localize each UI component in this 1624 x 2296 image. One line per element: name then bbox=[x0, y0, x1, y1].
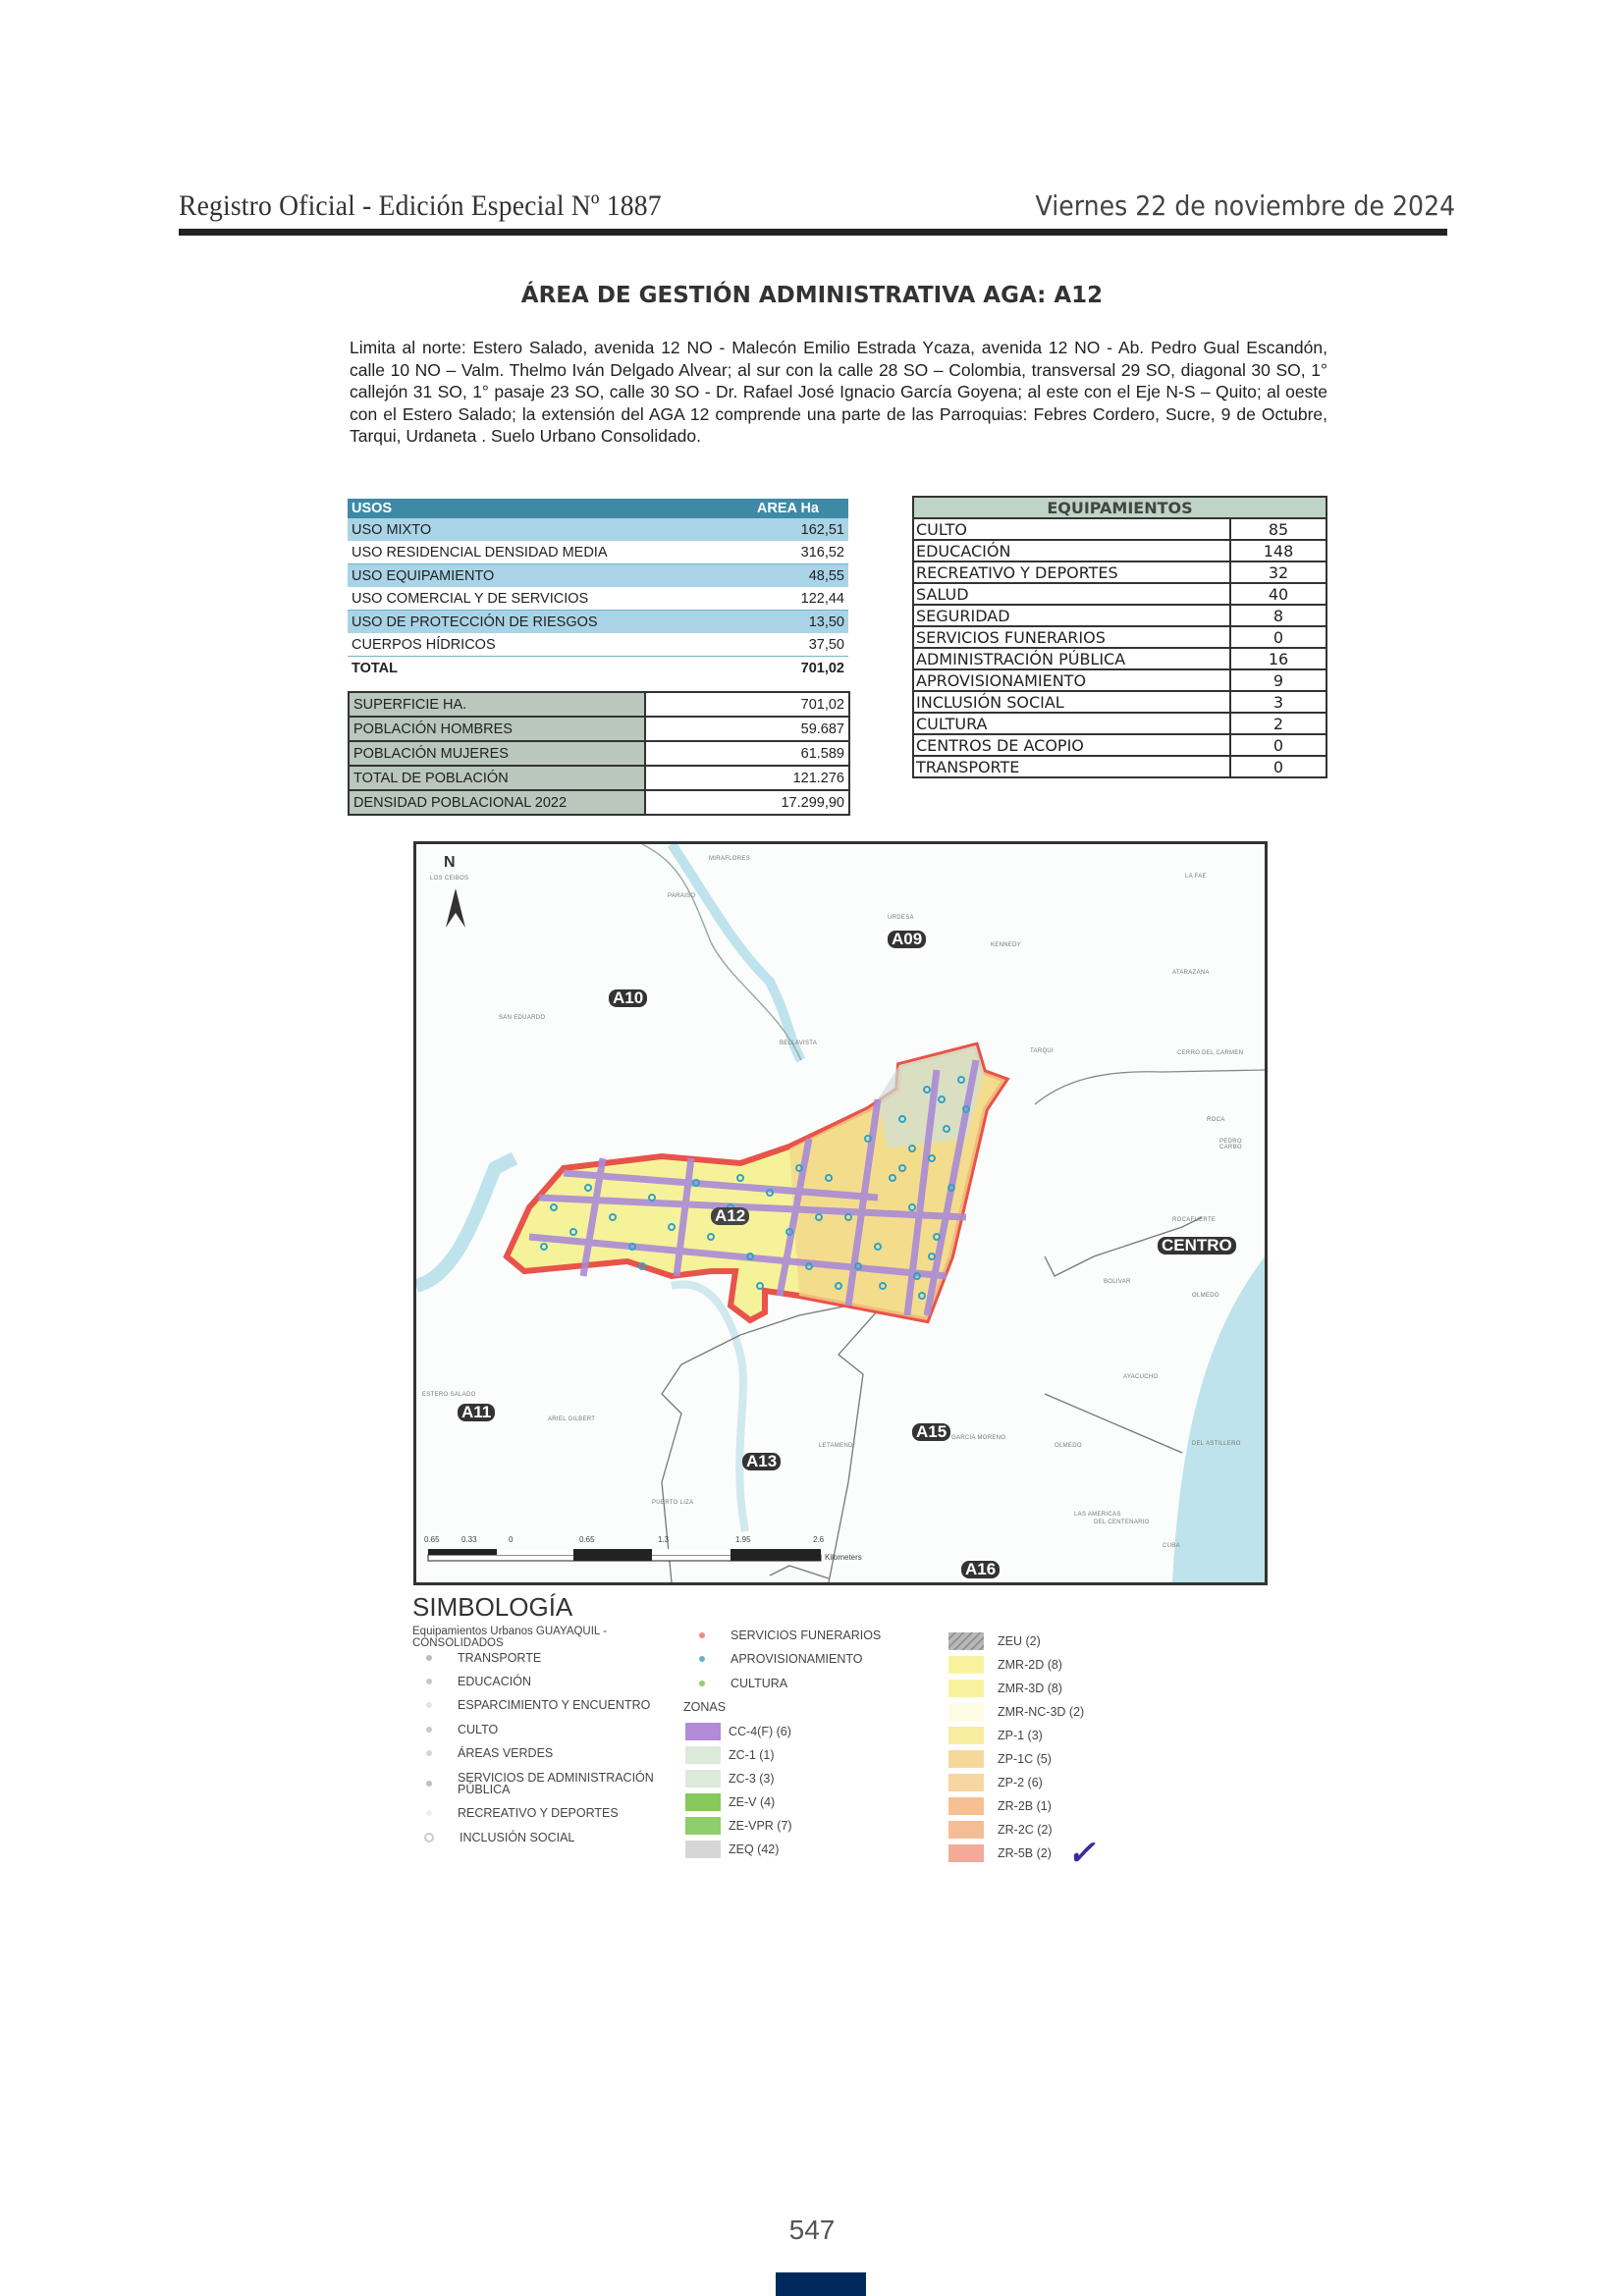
page-number: 547 bbox=[788, 2215, 836, 2245]
area-label-a15: A15 bbox=[912, 1423, 950, 1441]
legend-item: CULTURA bbox=[699, 1677, 787, 1690]
row-label: SEGURIDAD bbox=[913, 605, 1230, 626]
zone-swatch-icon bbox=[948, 1632, 984, 1650]
row-label: USO MIXTO bbox=[348, 518, 716, 541]
table-row bbox=[913, 648, 1326, 669]
table-row bbox=[348, 587, 848, 611]
neighborhood-label: BELLAVISTA bbox=[780, 1041, 818, 1046]
neighborhood-label: AYACUCHO bbox=[1123, 1374, 1159, 1380]
neighborhood-label: MIRAFLORES bbox=[709, 856, 751, 862]
zone-swatch-icon bbox=[685, 1817, 721, 1835]
zonas-label: ZONAS bbox=[683, 1700, 727, 1714]
map-graphic bbox=[416, 844, 1265, 1582]
legend-dot-icon bbox=[426, 1750, 432, 1756]
legend-dot-icon bbox=[426, 1679, 432, 1684]
legend-dot-icon bbox=[426, 1810, 432, 1816]
legend-dot-icon bbox=[424, 1833, 434, 1842]
row-label: EDUCACIÓN bbox=[913, 540, 1230, 561]
table-row bbox=[348, 518, 848, 541]
row-value: 9 bbox=[1230, 669, 1326, 691]
neighborhood-label: LOS CEIBOS bbox=[430, 876, 469, 881]
table-header-row bbox=[348, 499, 848, 518]
table-row bbox=[349, 741, 849, 766]
row-label: USO DE PROTECCIÓN DE RIESGOS bbox=[348, 611, 716, 634]
area-label-a12: A12 bbox=[711, 1207, 749, 1225]
legend-item: INCLUSIÓN SOCIAL bbox=[424, 1831, 574, 1844]
row-value: 32 bbox=[1230, 561, 1326, 583]
legend-item: EDUCACIÓN bbox=[426, 1675, 531, 1688]
row-label: CULTURA bbox=[913, 713, 1230, 734]
area-label-a11: A11 bbox=[458, 1404, 495, 1421]
legend-item: ESPARCIMIENTO Y ENCUENTRO bbox=[426, 1698, 650, 1712]
area-label-a16: A16 bbox=[961, 1561, 1000, 1578]
zone-swatch-icon bbox=[685, 1841, 721, 1858]
table-header-row bbox=[913, 497, 1326, 518]
row-label: TOTAL DE POBLACIÓN bbox=[349, 766, 645, 790]
legend-item: CULTO bbox=[426, 1723, 498, 1736]
zone-swatch-icon bbox=[948, 1821, 984, 1839]
legend-dot-icon bbox=[426, 1781, 432, 1787]
legend-dot-icon bbox=[699, 1632, 705, 1638]
publication-header: Registro Oficial - Edición Especial Nº 1887 bbox=[179, 189, 662, 222]
neighborhood-label: SAN EDUARDO bbox=[499, 1015, 546, 1021]
row-value: 121.276 bbox=[645, 766, 849, 790]
legend-zone: ZE-V (4) bbox=[685, 1793, 775, 1811]
row-value: 59.687 bbox=[645, 717, 849, 741]
neighborhood-label: LAS AMERICAS bbox=[1074, 1512, 1121, 1518]
zone-swatch-icon bbox=[948, 1797, 984, 1815]
legend-zone: ZP-1 (3) bbox=[948, 1727, 1043, 1744]
row-label: CUERPOS HÍDRICOS bbox=[348, 633, 716, 657]
row-value: 0 bbox=[1230, 734, 1326, 756]
row-label: USO RESIDENCIAL DENSIDAD MEDIA bbox=[348, 541, 716, 564]
neighborhood-label: LA FAE bbox=[1185, 874, 1207, 880]
row-value: 162,51 bbox=[716, 518, 848, 541]
zone-swatch-icon bbox=[948, 1727, 984, 1744]
row-value: 148 bbox=[1230, 540, 1326, 561]
legend-subtitle: Equipamientos Urbanos GUAYAQUIL - CONSOLIDADOS bbox=[412, 1626, 607, 1649]
row-value: 0 bbox=[1230, 626, 1326, 648]
table-row bbox=[349, 692, 849, 717]
neighborhood-label: PUERTO LIZA bbox=[652, 1500, 694, 1506]
legend-zone: ZC-1 (1) bbox=[685, 1746, 775, 1764]
scale-tick: 1.3 bbox=[658, 1535, 670, 1544]
legend-item: RECREATIVO Y DEPORTES bbox=[426, 1806, 619, 1820]
neighborhood-label: BOLIVAR bbox=[1104, 1279, 1131, 1285]
row-value: 17.299,90 bbox=[645, 790, 849, 815]
area-label-centro: CENTRO bbox=[1158, 1237, 1236, 1255]
table-row bbox=[913, 561, 1326, 583]
legend-zone: ZEU (2) bbox=[948, 1632, 1041, 1650]
scale-tick: 0.65 bbox=[424, 1535, 440, 1544]
row-label: SERVICIOS FUNERARIOS bbox=[913, 626, 1230, 648]
neighborhood-label: TARQUI bbox=[1030, 1048, 1055, 1054]
land-use-table bbox=[348, 499, 848, 679]
neighborhood-label: ROCA bbox=[1207, 1117, 1225, 1123]
neighborhood-label: ROCAFUERTE bbox=[1172, 1217, 1217, 1223]
row-label: TRANSPORTE bbox=[913, 756, 1230, 777]
scale-tick: 0.33 bbox=[461, 1535, 477, 1544]
neighborhood-label: CUBA bbox=[1163, 1543, 1180, 1549]
total-value: 701,02 bbox=[716, 657, 848, 680]
neighborhood-label: ATARAZANA bbox=[1172, 970, 1210, 976]
table-row bbox=[348, 611, 848, 634]
north-label: N bbox=[444, 854, 456, 871]
table-row bbox=[913, 669, 1326, 691]
row-label: DENSIDAD POBLACIONAL 2022 bbox=[349, 790, 645, 815]
neighborhood-label: GARCIA MORENO bbox=[951, 1435, 1006, 1441]
row-label: APROVISIONAMIENTO bbox=[913, 669, 1230, 691]
row-value: 61.589 bbox=[645, 741, 849, 766]
legend-dot-icon bbox=[699, 1656, 705, 1662]
row-value: 3 bbox=[1230, 691, 1326, 713]
neighborhood-label: LETAMENDI bbox=[819, 1443, 855, 1449]
row-value: 40 bbox=[1230, 583, 1326, 605]
neighborhood-label: PEDRO CARBO bbox=[1219, 1139, 1242, 1150]
legend-zone: ZMR-NC-3D (2) bbox=[948, 1703, 1084, 1721]
legend-dot-icon bbox=[699, 1681, 705, 1686]
legend-zone: ZMR-3D (8) bbox=[948, 1680, 1062, 1697]
row-label: USO EQUIPAMIENTO bbox=[348, 564, 716, 588]
area-label-a10: A10 bbox=[609, 989, 647, 1007]
publication-date: Viernes 22 de noviembre de 2024 bbox=[1035, 189, 1455, 222]
header-area: AREA Ha bbox=[716, 499, 848, 518]
scale-tick: 0 bbox=[509, 1535, 514, 1544]
row-value: 0 bbox=[1230, 756, 1326, 777]
row-label: CENTROS DE ACOPIO bbox=[913, 734, 1230, 756]
neighborhood-label: DEL ASTILLERO bbox=[1192, 1441, 1241, 1447]
scale-unit: Kilometers bbox=[825, 1553, 862, 1562]
row-label: ADMINISTRACIÓN PÚBLICA bbox=[913, 648, 1230, 669]
legend-zone: CC-4(F) (6) bbox=[685, 1723, 791, 1740]
table-row bbox=[913, 626, 1326, 648]
legend-dot-icon bbox=[426, 1727, 432, 1733]
footer-bar bbox=[776, 2272, 866, 2296]
page-title: ÁREA DE GESTIÓN ADMINISTRATIVA AGA: A12 bbox=[520, 283, 1104, 308]
legend-item: SERVICIOS DE ADMINISTRACIÓN PÚBLICA bbox=[426, 1772, 681, 1795]
table-row bbox=[913, 734, 1326, 756]
legend-zone: ZR-5B (2) bbox=[948, 1844, 1052, 1862]
row-value: 16 bbox=[1230, 648, 1326, 669]
table-row bbox=[348, 633, 848, 657]
scale-tick: 1.95 bbox=[735, 1535, 751, 1544]
legend-dot-icon bbox=[426, 1702, 432, 1708]
table-row bbox=[913, 518, 1326, 540]
legend-item: ÁREAS VERDES bbox=[426, 1746, 553, 1760]
neighborhood-label: CERRO DEL CARMEN bbox=[1177, 1050, 1244, 1056]
row-value: 701,02 bbox=[645, 692, 849, 717]
neighborhood-label: ARIEL GILBERT bbox=[548, 1416, 596, 1422]
table-row bbox=[349, 790, 849, 815]
row-value: 122,44 bbox=[716, 587, 848, 611]
table-row bbox=[349, 717, 849, 741]
neighborhood-label: URDESA bbox=[888, 915, 914, 921]
zone-swatch-icon bbox=[948, 1680, 984, 1697]
legend-zone: ZP-1C (5) bbox=[948, 1750, 1052, 1768]
aga-map bbox=[413, 841, 1268, 1585]
zone-swatch-icon bbox=[685, 1746, 721, 1764]
row-label: INCLUSIÓN SOCIAL bbox=[913, 691, 1230, 713]
boundary-description: Limita al norte: Estero Salado, avenida 12 NO - Malecón Emilio Estrada Ycaza, avenida 12 NO - Ab. Pedro Gual Escandón, calle 10 NO – Valm. Thelmo Iván Delgado Alvear; al sur con la calle 28 SO – Colombia, transversal 29 SO, diagonal 30 SO, 1° callejón 31 SO, 1° pasaje 23 SO, calle 30 SO - Dr. Rafael José Ignacio García Goyena; al este con el Eje N-S – Quito; al oeste con el Estero Salado; la extensión del AGA 12 comprende una parte de las Parroquias: Febres Cordero, Sucre, 9 de Octubre, Tarqui, Urdaneta . Suelo Urbano Consolidado. bbox=[350, 338, 1327, 447]
handwritten-check-icon: ✓ bbox=[1067, 1835, 1096, 1872]
row-label: RECREATIVO Y DEPORTES bbox=[913, 561, 1230, 583]
row-label: USO COMERCIAL Y DE SERVICIOS bbox=[348, 587, 716, 611]
table-row bbox=[349, 766, 849, 790]
scale-tick: 0.65 bbox=[579, 1535, 595, 1544]
total-label: TOTAL bbox=[348, 657, 716, 680]
legend-item: TRANSPORTE bbox=[426, 1651, 541, 1665]
scale-bar bbox=[428, 1549, 821, 1561]
table-row bbox=[913, 605, 1326, 626]
table-row bbox=[913, 713, 1326, 734]
row-label: CULTO bbox=[913, 518, 1230, 540]
row-label: SUPERFICIE HA. bbox=[349, 692, 645, 717]
equipment-header: EQUIPAMIENTOS bbox=[913, 497, 1326, 518]
table-row bbox=[913, 756, 1326, 777]
zone-swatch-icon bbox=[948, 1750, 984, 1768]
neighborhood-label: PARAISO bbox=[668, 893, 696, 899]
zone-swatch-icon bbox=[685, 1723, 721, 1740]
row-value: 2 bbox=[1230, 713, 1326, 734]
legend-zone: ZEQ (42) bbox=[685, 1841, 779, 1858]
zone-swatch-icon bbox=[948, 1656, 984, 1674]
table-row bbox=[913, 583, 1326, 605]
total-row bbox=[348, 657, 848, 680]
zone-swatch-icon bbox=[685, 1770, 721, 1788]
legend-zone: ZP-2 (6) bbox=[948, 1774, 1043, 1791]
table-row bbox=[913, 691, 1326, 713]
population-table bbox=[348, 691, 850, 816]
legend-title: SIMBOLOGÍA bbox=[412, 1592, 573, 1622]
zone-swatch-icon bbox=[948, 1844, 984, 1862]
header-usos: USOS bbox=[348, 499, 716, 518]
legend-dot-icon bbox=[426, 1655, 432, 1661]
zone-swatch-icon bbox=[948, 1703, 984, 1721]
row-value: 37,50 bbox=[716, 633, 848, 657]
legend-item: SERVICIOS FUNERARIOS bbox=[699, 1629, 881, 1642]
neighborhood-label: KENNEDY bbox=[991, 942, 1022, 948]
legend-zone: ZR-2C (2) bbox=[948, 1821, 1053, 1839]
zone-swatch-icon bbox=[948, 1774, 984, 1791]
row-value: 85 bbox=[1230, 518, 1326, 540]
table-row bbox=[348, 564, 848, 588]
row-value: 48,55 bbox=[716, 564, 848, 588]
header-divider bbox=[179, 229, 1447, 236]
legend-zone: ZE-VPR (7) bbox=[685, 1817, 792, 1835]
neighborhood-label: OLMEDO bbox=[1192, 1293, 1219, 1299]
area-label-a09: A09 bbox=[888, 931, 926, 948]
neighborhood-label: OLMEDO bbox=[1055, 1443, 1082, 1449]
area-label-a13: A13 bbox=[742, 1453, 781, 1470]
legend-zone: ZC-3 (3) bbox=[685, 1770, 775, 1788]
row-value: 8 bbox=[1230, 605, 1326, 626]
row-label: SALUD bbox=[913, 583, 1230, 605]
legend-zone: ZR-2B (1) bbox=[948, 1797, 1052, 1815]
neighborhood-label: ESTERO SALADO bbox=[422, 1392, 476, 1398]
row-value: 316,52 bbox=[716, 541, 848, 564]
neighborhood-label: DEL CENTENARIO bbox=[1094, 1520, 1150, 1525]
legend-zone: ZMR-2D (8) bbox=[948, 1656, 1062, 1674]
zone-swatch-icon bbox=[685, 1793, 721, 1811]
legend-item: APROVISIONAMIENTO bbox=[699, 1652, 863, 1666]
row-label: POBLACIÓN HOMBRES bbox=[349, 717, 645, 741]
row-value: 13,50 bbox=[716, 611, 848, 634]
scale-tick: 2.6 bbox=[813, 1535, 825, 1544]
table-row bbox=[348, 541, 848, 564]
row-label: POBLACIÓN MUJERES bbox=[349, 741, 645, 766]
equipment-table bbox=[912, 496, 1327, 778]
table-row bbox=[913, 540, 1326, 561]
